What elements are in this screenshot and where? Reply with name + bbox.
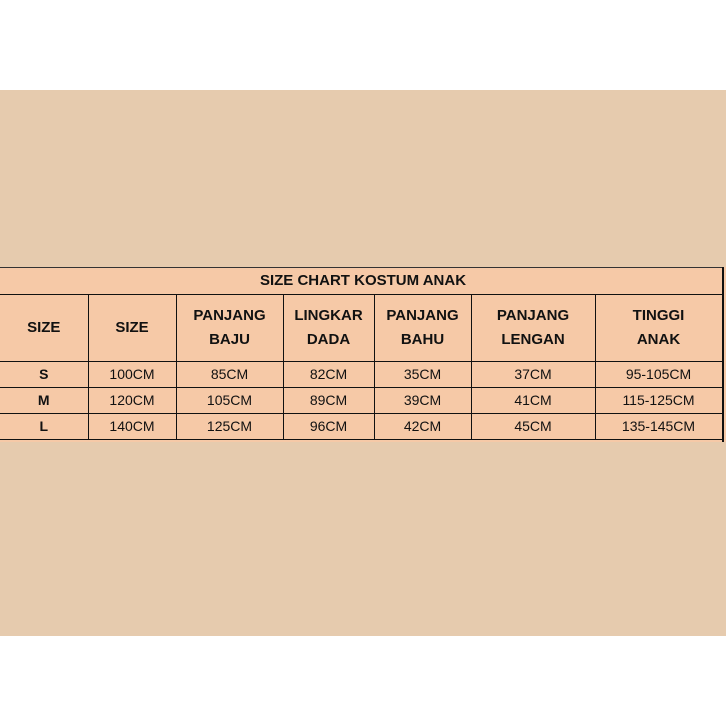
cell-size-cm: 100CM — [88, 362, 176, 388]
cell-panjang-lengan: 37CM — [471, 362, 595, 388]
table-header-row — [0, 295, 722, 362]
chart-right-border — [722, 267, 724, 442]
cell-panjang-bahu: 39CM — [374, 388, 471, 414]
header-size-cm: SIZE — [88, 295, 176, 362]
cell-size-code: L — [0, 414, 88, 440]
header-size-code: SIZE — [0, 295, 88, 362]
cell-size-code: S — [0, 362, 88, 388]
table-row — [0, 414, 722, 440]
cell-panjang-baju: 125CM — [176, 414, 283, 440]
cell-tinggi-anak: 135-145CM — [595, 414, 722, 440]
table-row — [0, 362, 722, 388]
header-panjang-lengan: PANJANG LENGAN — [471, 295, 595, 362]
cell-panjang-bahu: 42CM — [374, 414, 471, 440]
header-panjang-bahu: PANJANG BAHU — [374, 295, 471, 362]
cell-size-cm: 120CM — [88, 388, 176, 414]
cell-panjang-baju: 85CM — [176, 362, 283, 388]
cell-lingkar-dada: 82CM — [283, 362, 374, 388]
size-table — [0, 294, 723, 440]
header-lingkar-dada: LINGKAR DADA — [283, 295, 374, 362]
table-row — [0, 388, 722, 414]
header-tinggi-anak: TINGGI ANAK — [595, 295, 722, 362]
chart-title: SIZE CHART KOSTUM ANAK — [259, 272, 467, 289]
cell-tinggi-anak: 95-105CM — [595, 362, 722, 388]
cell-size-code: M — [0, 388, 88, 414]
cell-tinggi-anak: 115-125CM — [595, 388, 722, 414]
header-panjang-baju: PANJANG BAJU — [176, 295, 283, 362]
cell-panjang-bahu: 35CM — [374, 362, 471, 388]
cell-panjang-baju: 105CM — [176, 388, 283, 414]
cell-size-cm: 140CM — [88, 414, 176, 440]
cell-panjang-lengan: 45CM — [471, 414, 595, 440]
cell-panjang-lengan: 41CM — [471, 388, 595, 414]
cell-lingkar-dada: 96CM — [283, 414, 374, 440]
cell-lingkar-dada: 89CM — [283, 388, 374, 414]
